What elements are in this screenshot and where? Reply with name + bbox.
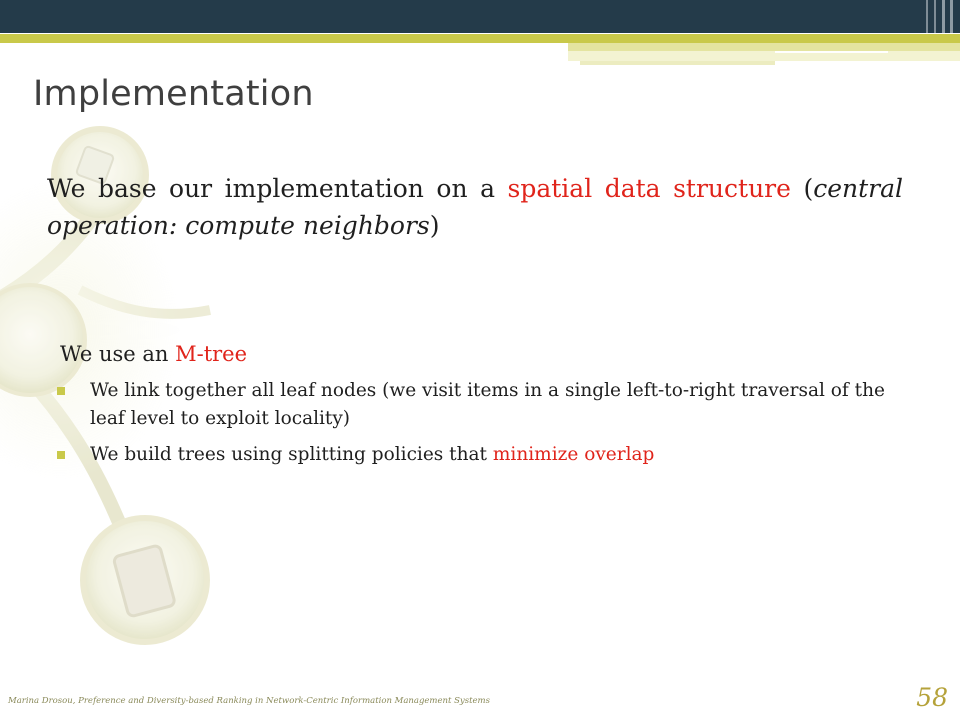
intro-text: We base our implementation on a [47,174,508,203]
bullet-item [54,377,914,433]
bullet-list [54,377,914,477]
section-prefix: We use an [60,342,176,366]
intro-paragraph [47,170,903,244]
intro-paren-close: ) [429,211,440,240]
footer-citation: Marina Drosou, Preference and Diversity-based Ranking in Network-Centric Information Management Systems [8,696,490,706]
accent-bar [0,34,960,43]
bullet-item [54,441,914,469]
square-bullet-icon [57,387,65,395]
section-highlight: M-tree [175,342,248,366]
slide-title: Implementation [33,74,314,114]
square-bullet-icon [57,451,65,459]
banner-stripes [920,0,960,33]
bullet-highlight: minimize overlap [492,444,655,465]
accent-sub-bar [568,43,960,51]
intro-highlight: spatial data structure [507,174,791,203]
intro-paren-open: ( [790,174,814,203]
section-heading [60,339,247,369]
bullet-text: We build trees using splitting policies that [90,444,493,465]
accent-sub-bar-light [568,51,960,61]
top-banner [0,0,960,33]
bullet-text: We link together all leaf nodes (we visit items in a single left-to-right traversal of the leaf level to exploit locality) [90,380,885,429]
page-number: 58 [916,683,948,712]
intro-italic-note: central operation: compute neighbors [47,174,903,240]
accent-sub-line [775,51,888,53]
accent-sub-line-lower [580,61,775,65]
